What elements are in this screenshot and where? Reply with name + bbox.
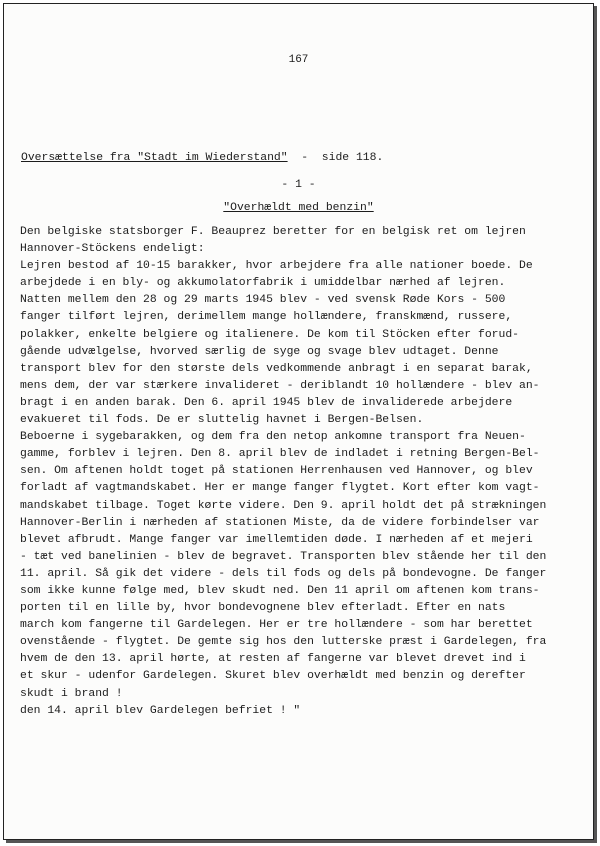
body-line: som ikke kunne følge med, blev skudt ned. Den 11 april om aftenen kom trans- xyxy=(20,584,540,597)
body-line: hvem de den 13. april hørte, at resten af fangerne var blevet drevet ind i xyxy=(20,653,526,666)
heading-page-ref: - side 118. xyxy=(287,152,384,164)
body-line: ovenstående - flygtet. De gemte sig hos den lutterske præst i Gardelegen, fra xyxy=(20,636,547,649)
body-line: evakueret til fods. De er sluttelig havnet i Bergen-Belsen. xyxy=(20,414,424,427)
body-line: blevet afbrudt. Mange fanger var imellemtiden døde. I nærheden af et mejeri xyxy=(20,533,533,546)
body-line: skudt i brand ! xyxy=(20,687,123,700)
body-line: arbejdede i en bly- og akkumolatorfabrik i umiddelbar nærhed af lejren. xyxy=(20,277,506,290)
heading-source: Oversættelse fra "Stadt im Wiederstand" xyxy=(21,152,288,164)
body-line: Hannover-Stöckens endeligt: xyxy=(20,243,205,256)
body-line: 11. april. Så gik det videre - dels til fods og dels på bondevogne. De fanger xyxy=(20,567,547,580)
body-line: et skur - udenfor Gardelegen. Skuret blev overhældt med benzin og derefter xyxy=(20,670,526,683)
document-page xyxy=(3,3,594,840)
body-line: fanger tilført lejren, derimellem mange hollændere, franskmænd, russere, xyxy=(20,311,513,324)
body-line: porten til en lille by, hvor bondevognene blev efterladt. Efter en nats xyxy=(20,602,506,615)
body-line: march kom fangerne til Gardelegen. Her er tre hollændere - som har berettet xyxy=(20,619,533,632)
body-text xyxy=(20,224,590,720)
body-line: polakker, enkelte belgiere og italienere. De kom til Stöcken efter forud- xyxy=(20,328,519,341)
translation-heading xyxy=(21,152,383,164)
body-line: mens dem, der var stærkere invalideret - deriblandt 10 hollændere - blev an- xyxy=(20,379,540,392)
body-line: mandskabet tilbage. Toget kørte videre. Den 9. april holdt det på strækningen xyxy=(20,499,547,512)
body-line: sen. Om aftenen holdt toget på stationen Herrenhausen ved Hannover, og blev xyxy=(20,465,533,478)
body-line: bragt i en anden barak. Den 6. april 1945 blev de invaliderede arbejdere xyxy=(20,396,513,409)
body-line: gamme, forblev i lejren. Den 8. april blev de indladet i retning Bergen-Bel- xyxy=(20,448,540,461)
body-line: transport blev for den største dels vedkommende anbragt i en separat barak, xyxy=(20,362,533,375)
body-line: gående udvælgelse, hvorved særlig de syge og svage blev udtaget. Denne xyxy=(20,345,499,358)
section-marker: - 1 - xyxy=(281,179,316,191)
article-title: "Overhældt med benzin" xyxy=(223,202,374,214)
body-line: Hannover-Berlin i nærheden af stationen Miste, da de videre forbindelser var xyxy=(20,516,540,529)
body-line: forladt af vagtmandskabet. Her er mange fanger flygtet. Kort efter kom vagt- xyxy=(20,482,540,495)
body-line: Natten mellem den 28 og 29 marts 1945 blev - ved svensk Røde Kors - 500 xyxy=(20,294,506,307)
page-number: 167 xyxy=(288,54,309,66)
body-line: den 14. april blev Gardelegen befriet ! " xyxy=(20,704,301,717)
body-line: Beboerne i sygebarakken, og dem fra den netop ankomne transport fra Neuen- xyxy=(20,431,526,444)
body-line: - tæt ved banelinien - blev de begravet. Transporten blev stående her til den xyxy=(20,550,547,563)
body-line: Den belgiske statsborger F. Beauprez beretter for en belgisk ret om lejren xyxy=(20,226,526,238)
body-line: Lejren bestod af 10-15 barakker, hvor arbejdere fra alle nationer boede. De xyxy=(20,260,533,273)
